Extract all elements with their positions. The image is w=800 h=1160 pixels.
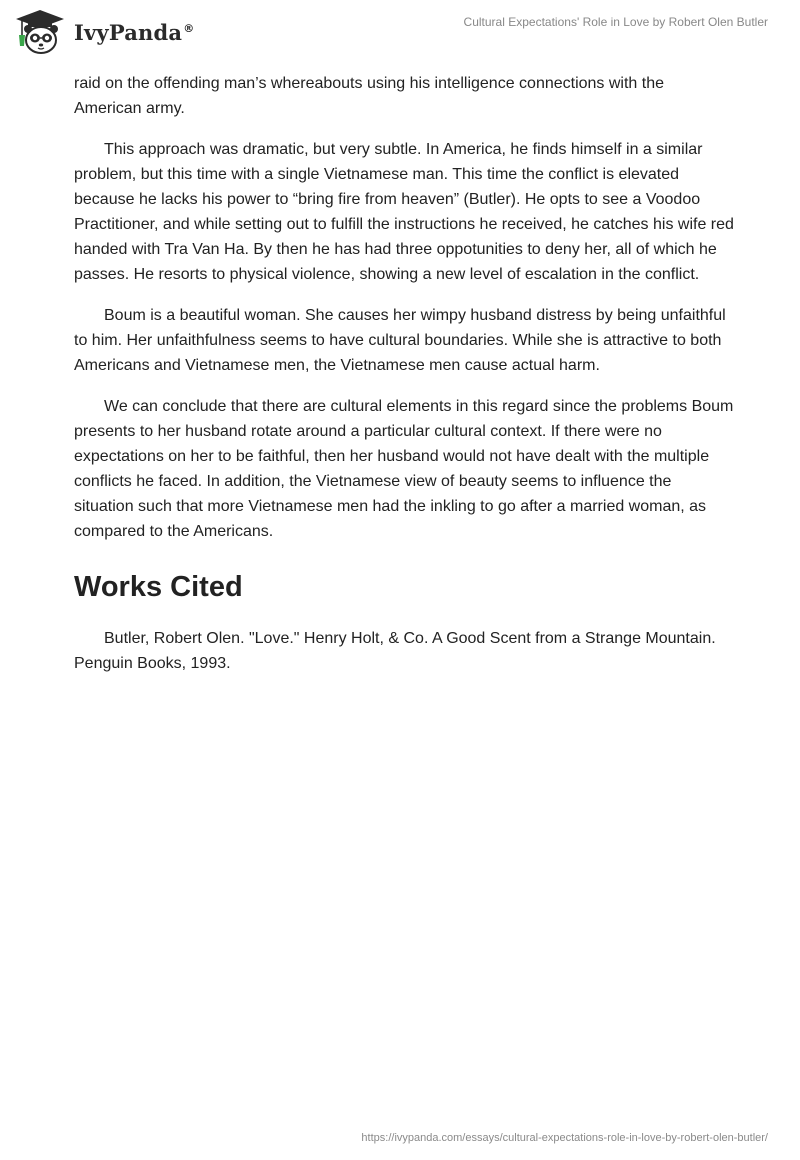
registered-mark: ® <box>183 21 195 35</box>
source-url[interactable]: https://ivypanda.com/essays/cultural-expectations-role-in-love-by-robert-olen-butler/ <box>361 1132 768 1144</box>
citation-entry: Butler, Robert Olen. "Love." Henry Holt, & Co. A Good Scent from a Strange Mountain. Penguin Books, 1993. <box>74 630 716 672</box>
paragraph-continuation: raid on the offending man’s whereabouts using his intelligence connections with the American army. <box>74 75 665 117</box>
paragraph: We can conclude that there are cultural elements in this regard since the problems Boum presents to her husband rotate around a particular cultural context. If there were no expectations on her to be faithful, then her husband would not have dealt with the multiple conflicts he faced. In addition, the Vietnamese view of beauty seems to influence the situation such that more Vietnamese men had the inkling to go after a married woman, as compared to the Americans. <box>74 398 734 540</box>
essay-body <box>74 71 734 692</box>
brand-logo[interactable] <box>14 8 194 56</box>
paragraph: Boum is a beautiful woman. She causes her wimpy husband distress by being unfaithful to him. Her unfaithfulness seems to have cultural boundaries. While she is attractive to both Americans and Vietnamese men, the Vietnamese men cause actual harm. <box>74 307 726 374</box>
works-cited-heading: Works Cited <box>74 571 243 603</box>
panda-graduate-icon <box>14 8 66 56</box>
brand-name: IvyPanda® <box>74 19 195 45</box>
paragraph: This approach was dramatic, but very subtle. In America, he finds himself in a similar problem, but this time with a single Vietnamese man. This time the conflict is elevated because he lacks his power to “bring fire from heaven” (Butler). He opts to see a Voodoo Practitioner, and while setting out to fulfill the instructions he received, he catches his wife red handed with Tra Van Ha. By then he has had three oppotunities to deny her, all of which he passes. He resorts to physical violence, showing a new level of escalation in the conflict. <box>74 141 734 283</box>
document-title: Cultural Expectations' Role in Love by Robert Olen Butler <box>463 15 768 29</box>
page-header <box>0 0 800 62</box>
